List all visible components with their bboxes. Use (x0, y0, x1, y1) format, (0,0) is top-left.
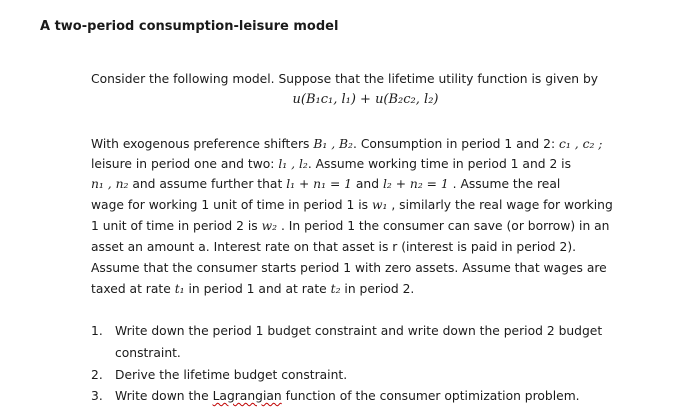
spellcheck-underlined-word[interactable]: Lagrangian (212, 389, 282, 403)
intro-text: Consider the following model. Suppose that the lifetime utility function is given by (91, 72, 599, 86)
list-item: Derive the lifetime budget constraint. (115, 368, 348, 382)
paragraph-line-1: With exogenous preference shifters B₁ , B₂. Consumption in period 1 and 2: c₁ , c₂ ; (91, 137, 603, 151)
paragraph-line-2: leisure in period one and two: l₁ , l₂. Assume working time in period 1 and 2 is (91, 157, 572, 171)
paragraph-line-6: asset an amount a. Interest rate on that asset is r (interest is paid in period 2). (91, 240, 577, 254)
list-item: Write down the period 1 budget constraint and write down the period 2 budget (115, 324, 603, 338)
paragraph-line-4: wage for working 1 unit of time in period 1 is w₁ , similarly the real wage for working (91, 198, 613, 212)
list-item-number: 2. (91, 368, 103, 382)
document-title: A two-period consumption-leisure model (40, 19, 339, 34)
paragraph-line-5: 1 unit of time in period 2 is w₂ . In period 1 the consumer can save (or borrow) in an (91, 219, 610, 233)
list-item-number: 1. (91, 324, 103, 338)
paragraph-line-3: n₁ , n₂ and assume further that l₁ + n₁ = 1 and l₂ + n₂ = 1 . Assume the real (91, 177, 561, 191)
list-item-continuation: constraint. (115, 346, 181, 360)
utility-equation: u(B₁c₁, l₁) + u(B₂c₂, l₂) (292, 92, 439, 107)
list-item-number: 3. (91, 389, 103, 403)
paragraph-line-8: taxed at rate t₁ in period 1 and at rate t₂ in period 2. (91, 282, 415, 296)
list-item: Write down the Lagrangian function of the consumer optimization problem. (115, 389, 580, 403)
paragraph-line-7: Assume that the consumer starts period 1 with zero assets. Assume that wages are (91, 261, 607, 275)
